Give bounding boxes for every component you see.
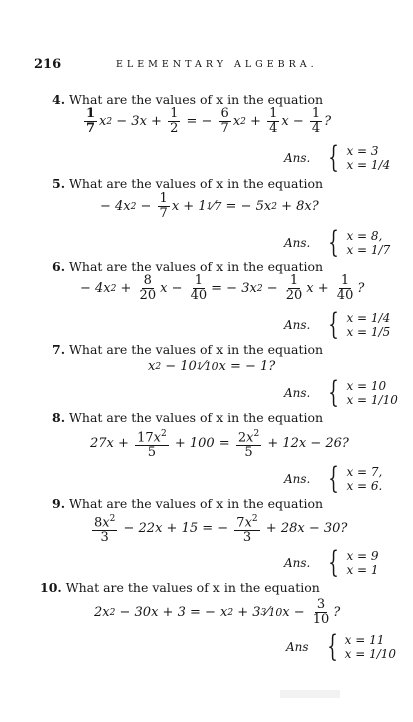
problem-number: 9.	[52, 496, 66, 511]
answer-value: x = 6.	[346, 479, 383, 493]
answer-6: Ans. { x = 1/4 x = 1/5	[284, 307, 391, 342]
answer-4: Ans. { x = 3 x = 1/4	[284, 140, 391, 175]
problem-number: 4.	[52, 92, 66, 107]
equation-5: − 4 x 2 − $\frac{1}{7}$ x + 1 1 ⁄ 7 = − 5 x 2 + 8 x ?	[100, 191, 319, 221]
answer-value: x = 1/10	[344, 647, 397, 661]
problem-9	[52, 496, 323, 511]
problem-number: 8.	[52, 410, 66, 425]
problem-text: What are the values of x in the equation	[69, 92, 324, 107]
problem-text: What are the values of x in the equation	[65, 580, 320, 595]
equation-9: $\frac{8x^2}{3}$ − 22 x + 15 = − $\frac{7x^2}{3}$ + 28 x − 30?	[94, 514, 348, 546]
answer-value: x = 1/4	[346, 311, 391, 325]
answer-10: Ans { x = 11 x = 1/10	[286, 629, 397, 664]
problem-7	[52, 342, 323, 357]
problem-text: What are the values of x in the equation	[69, 342, 324, 357]
problem-number: 10.	[40, 580, 62, 595]
answer-label: Ans.	[284, 386, 311, 400]
problem-number: 5.	[52, 176, 66, 191]
answer-8: Ans. { x = 7, x = 6.	[284, 461, 383, 496]
answer-value: x = 1	[346, 563, 379, 577]
answer-7: Ans. { x = 10 x = 1/10	[284, 375, 398, 410]
answer-label: Ans.	[284, 472, 311, 486]
answer-label: Ans	[286, 640, 309, 654]
problem-text: What are the values of x in the equation	[69, 259, 324, 274]
problem-number: 7.	[52, 342, 66, 357]
running-title: ELEMENTARY ALGEBRA.	[116, 59, 318, 70]
problem-text: What are the values of x in the equation	[69, 410, 324, 425]
answer-value: x = 1/4	[346, 158, 391, 172]
answer-label: Ans.	[284, 151, 311, 165]
page-number: 216	[34, 57, 62, 72]
problem-4	[52, 92, 323, 107]
answer-label: Ans.	[284, 556, 311, 570]
equation-10: 2 x 2 − 30 x + 3 = − x 2 + 3 3 ⁄ 10 x − $\frac{3}{10}$ ?	[94, 597, 341, 627]
answer-5: Ans. { x = 8, x = 1/7	[284, 225, 391, 260]
equation-7: x 2 − 10 1 ⁄ 10 x = − 1?	[148, 359, 276, 374]
problem-text: What are the values of x in the equation	[69, 176, 324, 191]
problem-number: 6.	[52, 259, 66, 274]
answer-value: x = 9	[346, 549, 379, 563]
bleed-through-smudge	[280, 690, 340, 698]
problem-8	[52, 410, 323, 425]
problem-text: What are the values of x in the equation	[69, 496, 324, 511]
answer-value: x = 3	[346, 144, 379, 158]
equation-8: 27 x + $\frac{17x^2}{5}$ + 100 = $\frac{2x^2}{5}$ + 12 x − 26?	[90, 429, 349, 461]
answer-value: x = 7,	[346, 465, 383, 479]
problem-10	[40, 580, 320, 595]
problem-5	[52, 176, 323, 191]
answer-value: x = 11	[344, 633, 385, 647]
answer-label: Ans.	[284, 318, 311, 332]
answer-value: x = 1/5	[346, 325, 391, 339]
answer-value: x = 1/10	[346, 393, 398, 407]
answer-9: Ans. { x = 9 x = 1	[284, 545, 379, 580]
answer-label: Ans.	[284, 236, 311, 250]
answer-value: x = 1/7	[346, 243, 391, 257]
answer-value: x = 8,	[346, 229, 383, 243]
equation-4: $\frac{1}{7}$ x 2 − 3 x + $\frac{1}{2}$ = − $\frac{6}{7}$ x 2 + $\frac{1}{4}$ x − $\frac{1}{4}$ ?	[86, 106, 332, 136]
problem-6	[52, 259, 323, 274]
equation-6: − 4 x 2 + $\frac{8}{20}$ x − $\frac{1}{40}$ = − 3 x 2 − $\frac{1}{20}$ x + $\frac{1}{40}$ ?	[80, 273, 365, 303]
page-header	[34, 57, 384, 72]
answer-value: x = 10	[346, 379, 387, 393]
